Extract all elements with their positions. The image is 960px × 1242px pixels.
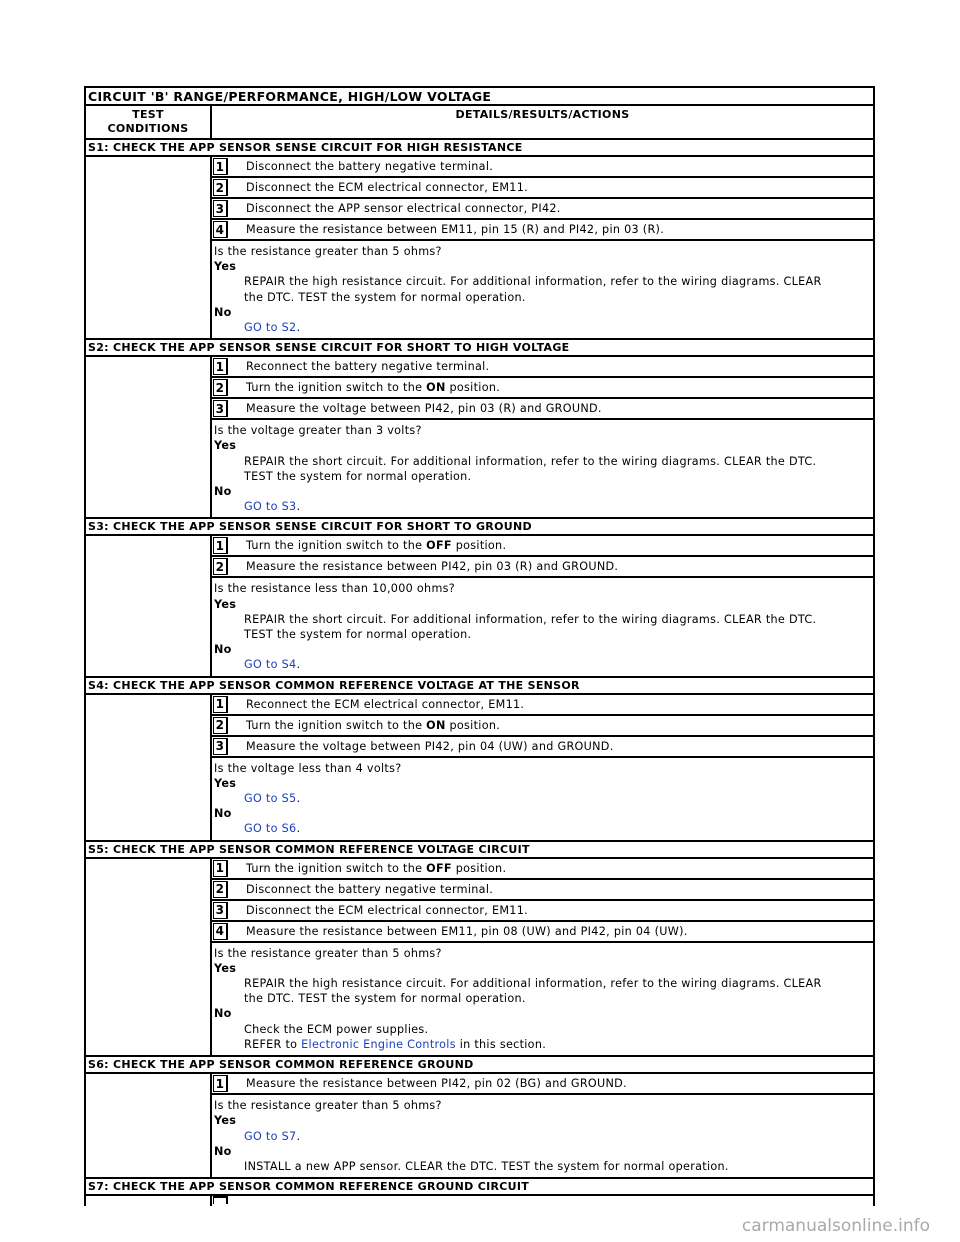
section-s2: [86, 357, 873, 519]
goto-s6-link[interactable]: GO to S6: [244, 822, 297, 836]
section-s7: [86, 1196, 873, 1206]
step-number: 2: [213, 558, 228, 575]
step-row: 1 Turn the ignition switch to the OFF position.: [212, 859, 873, 880]
electronic-engine-controls-link[interactable]: Electronic Engine Controls: [301, 1037, 456, 1051]
step-number: 3: [213, 902, 228, 919]
goto-s7-link[interactable]: GO to S7: [244, 1129, 297, 1143]
step-row: 4 Measure the resistance between EM11, pin 15 (R) and PI42, pin 03 (R).: [212, 220, 873, 241]
header-details: DETAILS/RESULTS/ACTIONS: [455, 108, 630, 121]
step-number: 1: [213, 1075, 228, 1092]
question: Is the resistance greater than 5 ohms?: [214, 245, 442, 258]
section-title-s5: S5: CHECK THE APP SENSOR COMMON REFERENCE VOLTAGE CIRCUIT: [86, 842, 873, 859]
step-number: 1: [213, 358, 228, 375]
goto-s2-link[interactable]: GO to S2: [244, 321, 297, 335]
section-title-s4: S4: CHECK THE APP SENSOR COMMON REFERENCE VOLTAGE AT THE SENSOR: [86, 678, 873, 695]
question-block: Is the voltage greater than 3 volts? Yes REPAIR the short circuit. For additional information, refer to the wiring diagrams. CLEAR the DTC. TEST the system for normal operation. No GO to S3.: [214, 424, 817, 514]
step-row: 3 Measure the voltage between PI42, pin 04 (UW) and GROUND.: [212, 737, 873, 758]
step-row: 3 Measure the voltage between PI42, pin 03 (R) and GROUND.: [212, 399, 873, 420]
step-number: 3: [213, 200, 228, 217]
watermark: carmanualsonline.info: [741, 1216, 930, 1236]
question-block: Is the resistance less than 10,000 ohms? Yes REPAIR the short circuit. For additional information, refer to the wiring diagrams. CLEAR the DTC. TEST the system for normal operation. No GO to S4.: [214, 582, 817, 672]
step-number: 2: [213, 179, 228, 196]
step-row: 2 Turn the ignition switch to the ON position.: [212, 378, 873, 399]
step-row: 2 Disconnect the battery negative terminal.: [212, 880, 873, 901]
step-number: 1: [213, 158, 228, 175]
step-row: 1 Disconnect the battery negative terminal.: [212, 157, 873, 178]
step-row: 3 Disconnect the APP sensor electrical connector, PI42.: [212, 199, 873, 220]
section-title-s2: S2: CHECK THE APP SENSOR SENSE CIRCUIT FOR SHORT TO HIGH VOLTAGE: [86, 340, 873, 357]
step-row: 1 Turn the ignition switch to the OFF position.: [212, 536, 873, 557]
section-s1: [86, 157, 873, 340]
section-title-s7: S7: CHECK THE APP SENSOR COMMON REFERENCE GROUND CIRCUIT: [86, 1179, 873, 1196]
table-header: [86, 106, 873, 140]
procedure-table: [84, 86, 875, 1206]
step-number: 3: [213, 738, 228, 755]
no-label: No: [214, 305, 232, 319]
goto-s4-link[interactable]: GO to S4: [244, 658, 297, 672]
question-block: Is the voltage less than 4 volts? Yes GO to S5. No GO to S6.: [214, 761, 402, 836]
step-number: 4: [213, 221, 228, 238]
step-number: 2: [213, 379, 228, 396]
section-title-s1: S1: CHECK THE APP SENSOR SENSE CIRCUIT FOR HIGH RESISTANCE: [86, 140, 873, 157]
question-block: Is the resistance greater than 5 ohms? Yes REPAIR the high resistance circuit. For additional information, refer to the wiring diagrams. CLEAR the DTC. TEST the system for normal operation. No Check the ECM power supplies. REFER to Electronic Engine Controls in this section.: [214, 946, 822, 1051]
page-title: CIRCUIT 'B' RANGE/PERFORMANCE, HIGH/LOW VOLTAGE: [86, 88, 873, 106]
step-row: 4 Measure the resistance between EM11, pin 08 (UW) and PI42, pin 04 (UW).: [212, 922, 873, 943]
step-row: 2 Measure the resistance between PI42, pin 03 (R) and GROUND.: [212, 557, 873, 578]
goto-s5-link[interactable]: GO to S5: [244, 792, 297, 806]
step-number: 1: [213, 537, 228, 554]
step-number: 2: [213, 881, 228, 898]
step-row: 1 Measure the resistance between PI42, pin 02 (BG) and GROUND.: [212, 1074, 873, 1095]
step-number: 3: [213, 400, 228, 417]
step-row: 1 Reconnect the battery negative terminal.: [212, 357, 873, 378]
section-title-s6: S6: CHECK THE APP SENSOR COMMON REFERENCE GROUND: [86, 1057, 873, 1074]
step-row: 1 Reconnect the ECM electrical connector, EM11.: [212, 695, 873, 716]
section-s5: [86, 859, 873, 1057]
step-number: 4: [213, 923, 228, 940]
section-title-s3: S3: CHECK THE APP SENSOR SENSE CIRCUIT FOR SHORT TO GROUND: [86, 519, 873, 536]
question-block: Is the resistance greater than 5 ohms? Yes GO to S7. No INSTALL a new APP sensor. CLEAR the DTC. TEST the system for normal operation.: [214, 1099, 729, 1173]
step-number: 1: [213, 860, 228, 877]
yes-label: Yes: [214, 260, 237, 274]
step-row: 2 Disconnect the ECM electrical connector, EM11.: [212, 178, 873, 199]
question-block: Is the resistance greater than 5 ohms? Yes REPAIR the high resistance circuit. For additional information, refer to the wiring diagrams. CLEAR the DTC. TEST the system for normal operation. No GO to S2.: [212, 241, 873, 338]
step-row: 3 Disconnect the ECM electrical connector, EM11.: [212, 901, 873, 922]
section-s6: [86, 1074, 873, 1179]
step-number: 2: [213, 717, 228, 734]
step-number: 1: [213, 696, 228, 713]
header-test-conditions: TEST CONDITIONS: [86, 106, 212, 138]
step-row: 2 Turn the ignition switch to the ON position.: [212, 716, 873, 737]
section-s3: [86, 536, 873, 677]
goto-s3-link[interactable]: GO to S3: [244, 500, 297, 514]
section-s4: [86, 695, 873, 842]
